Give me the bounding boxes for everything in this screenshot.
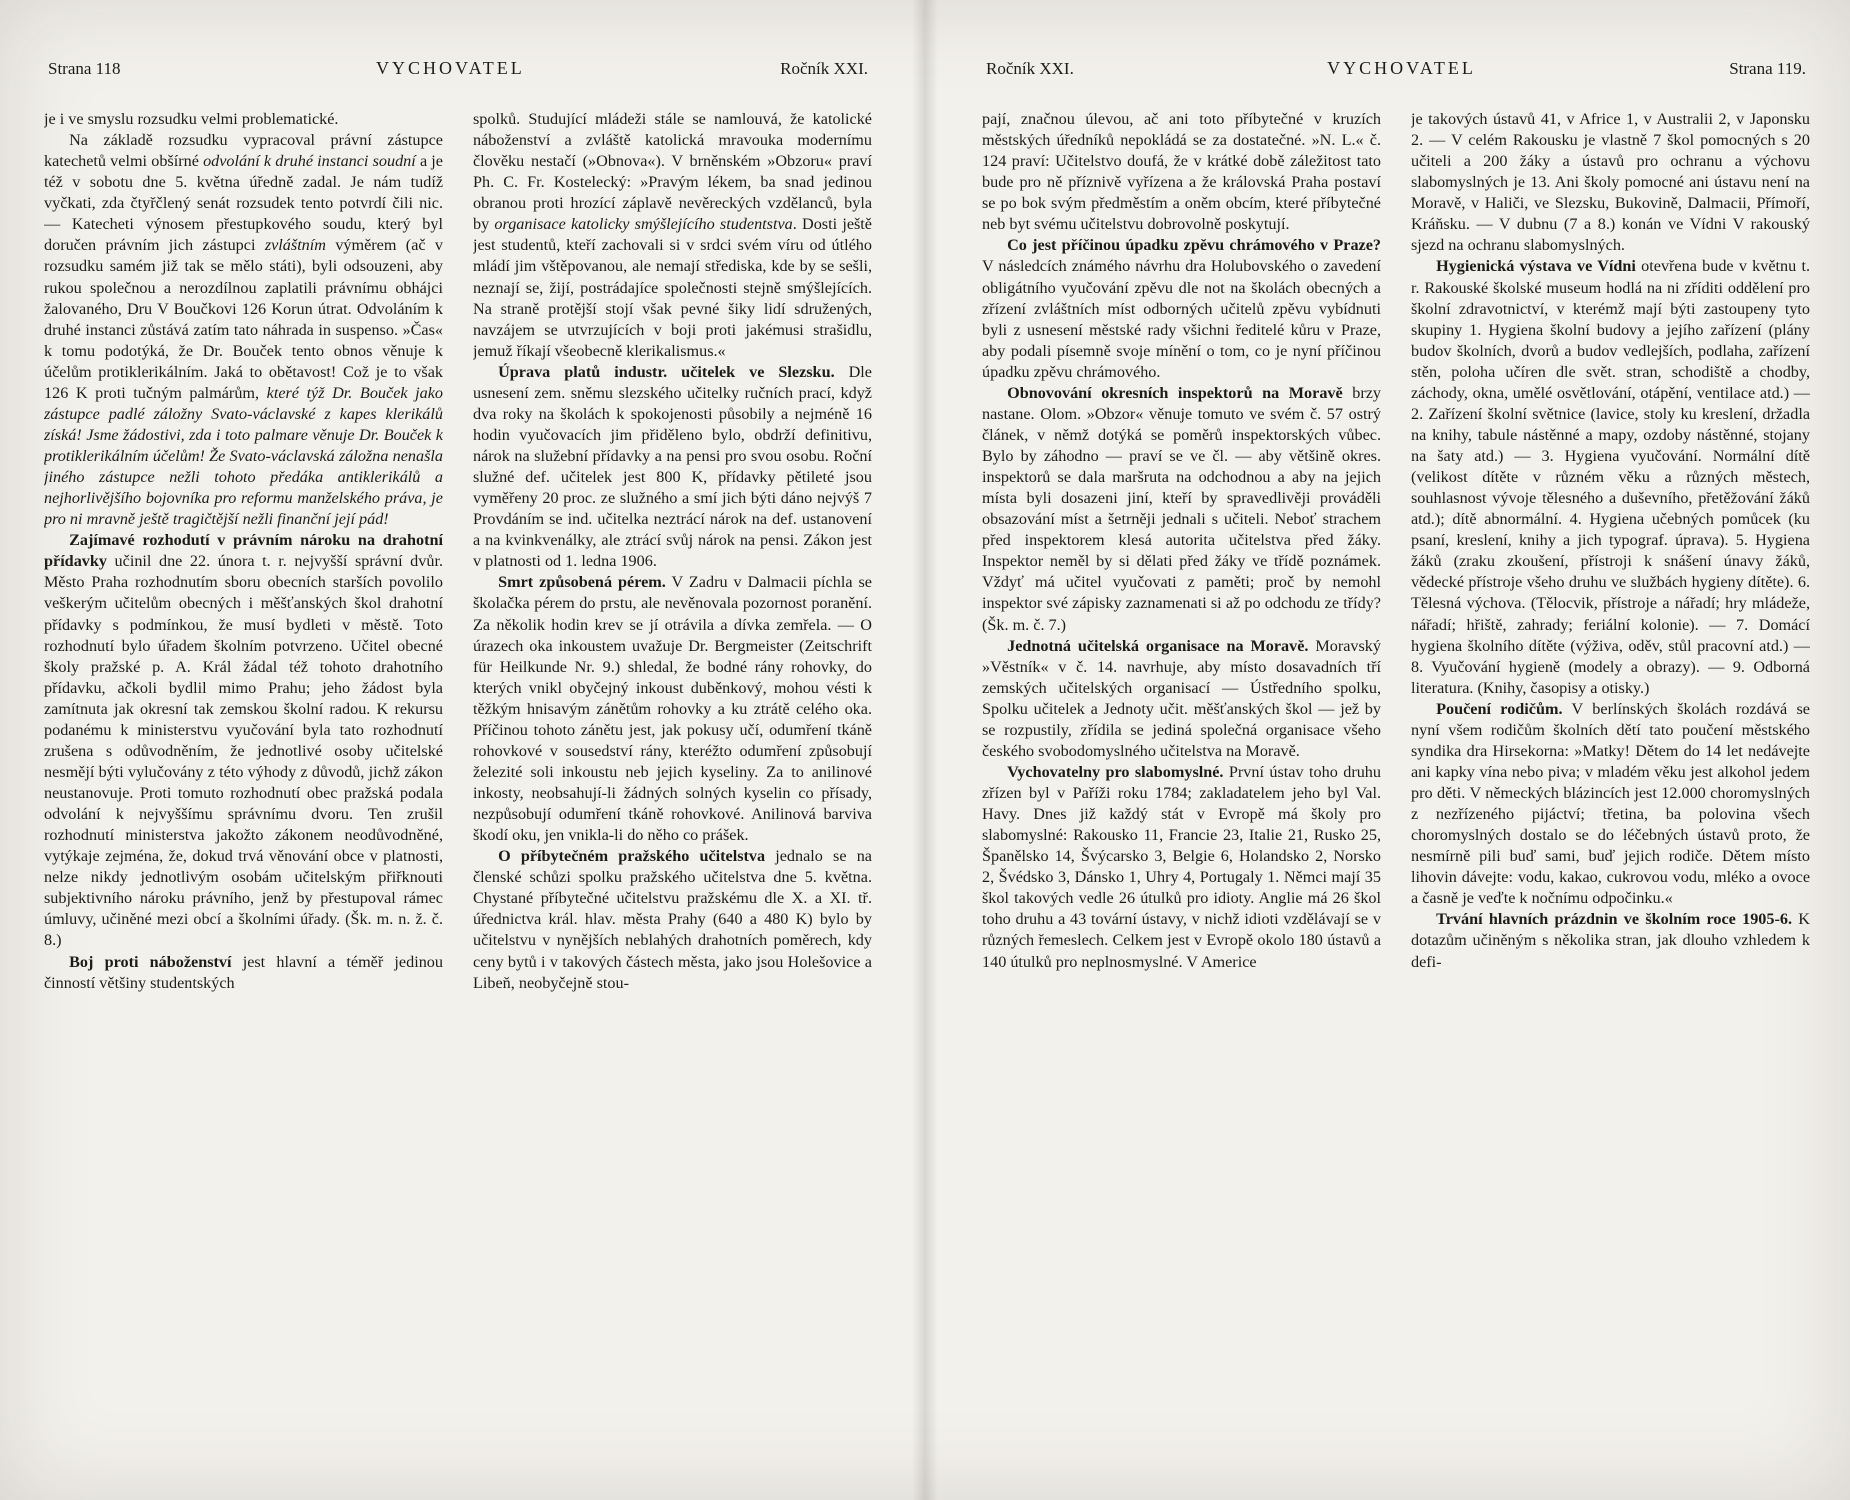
paragraph bbox=[44, 530, 443, 951]
paragraph-text: brzy nastane. Olom. »Obzor« věnuje tomuto ve svém č. 57 ostrý článek, v němž dotýká se poměrů inspektorských vůbec. Bylo by záhodno — praví se ve čl. — aby většině okres. inspektorů se dala maršruta na odchodnou a aby na jejich místa byli dosazeni jiní, kteří by spravedlivěji prováděli obsazování míst a šetrněji jednali s učiteli. Neboť strachem před inspektorem klesá autorita učitelstva před žáky. Inspektor neměl by si dělati před žáky ve třídě poznámek. Vždyť má učitel vyučovati z paměti; proč by nemohl inspektor své zápisky zaznamenati si až po odchodu ze třídy? (Šk. m. č. 7.) bbox=[982, 383, 1381, 634]
paragraph-lead: Trvání hlavních prázdnin ve školním roce 1905-6. bbox=[1436, 910, 1793, 929]
paragraph-text: Moravský »Věstník« v č. 14. navrhuje, aby místo dosavadních tří zemských učitelských organisací — Ústředního spolku, Spolku učitelek a Jednoty učit. měšťanských škol — jež by se rozpustily, zřídila se jediná společná organisace všeho českého svobodomyslného učitelstva na Moravě. bbox=[982, 636, 1381, 760]
paragraph bbox=[982, 109, 1381, 235]
paragraph-text: je takových ústavů 41, v Africe 1, v Australii 2, v Japonsku 2. — V celém Rakousku je vlastně 7 škol pomocných s 20 učiteli a 200 žáky a ústavů pro ochranu a výchovu slabomyslných je 13. Ani školy pomocné ani ústavu není na Moravě, v Haliči, ve Slezsku, Bukovině, Dalmacii, Přímoří, Kráňsku. — V dubnu (7 a 8.) konán ve Vídni V rakouský sjezd na ochranu slabomyslných. bbox=[1411, 110, 1810, 255]
text-columns bbox=[44, 109, 872, 1472]
page-number: Strana 118 bbox=[48, 59, 121, 78]
paragraph bbox=[473, 572, 872, 846]
paragraph-text: a je též v sobotu dne 5. května úředně zadal. Je nám tudíž vyčkati, zda čtyřčlený senát rozsudek tento potvrdí čili nic. — Katecheti výnosem přestupkového soudu, který byl doručen právním jich zástupci bbox=[44, 152, 443, 255]
paragraph-lead: Obnovování okresních inspektorů na Moravě bbox=[1007, 383, 1343, 402]
paragraph-text: výměrem (ač v rozsudku samém již tak se mělo státi), byli odsouzeni, aby rukou společnou a nerozdílnou zaplatili právnímu obhájci žalovaného, Dru V Boučkovi 126 Korun útrat. Odvoláním k druhé instanci zůstává zatím tato náhrada in suspenso. »Čas« k tomu podotýká, že Dr. Bouček tento obnos věnuje k účelům protiklerikálním. Jaká to obětavost! Což je to však 126 K proti tučným palmárům, bbox=[44, 236, 443, 402]
paragraph-text: otevřena bude v květnu t. r. Rakouské školské museum hodlá na ni zříditi oddělení pro školní zdravotnictví, v kterémž mají býti zastoupeny tyto skupiny 1. Hygiena školní budovy a jejího zařízení (plány budov školních, dvorů a budov vedlejších, podlaha, zařízení stěn, poloha učíren dle svět. stran, schodiště a chodby, záchody, okna, umělé osvětlování, otápění, ventilace atd.) — 2. Zařízení školní světnice (lavice, stoly ku kreslení, držadla na knihy, tabule nástěnné a mapy, ozdoby nástěnné, stojany na šaty atd.) — 3. Hygiena vyučování. Normální dítě (velikost dítěte v různém věku a různých městech, souhlasnost vývoje tělesného a duševního, přetěžování žáků atd.); dítě abnormální. 4. Hygiena učebných pomůcek (ku psaní, kreslení, knihy a jich typograf. úprava). 5. Hygiena žáků (zraku zkoušení, přístroji k snášení únavy žáků, vědecké přístroje všeho druhu ve službách hygieny dítěte). 6. Tělesná výchova. (Tělocvik, přístroje a nářadí; hry mládeže, nářadí; hřiště, zahrady; feriální kolonie). — 7. Domácí hygiena školního dítěte (výživa, oděv, stůl pracovní atd.) — 8. Vyučování hygieně (modely a obrazy). — 9. Odborná literatura. (Knihy, časopisy a otisky.) bbox=[1411, 257, 1810, 697]
paragraph bbox=[44, 952, 443, 994]
paragraph bbox=[1411, 909, 1810, 972]
paragraph-text: jest hlavní a téměř jedinou činností většiny studentských bbox=[44, 952, 443, 992]
text-column-4 bbox=[1411, 109, 1810, 1472]
text-column-2 bbox=[473, 109, 872, 1472]
paragraph-text: spolků. Studující mládeži stále se namlouvá, že katolické náboženství a zvláště katolická mravouka modernímu člověku nestačí (»Obnova«). V brněnském »Obzoru« praví Ph. C. Fr. Kostelecký: »Pravým lékem, ba snad jedinou obranou proti hrozící záplavě nevěreckých vzdělanců, byla by bbox=[473, 110, 872, 234]
paragraph-text: V berlínských školách rozdává se nyní všem rodičům školních dětí tato poučení městského syndika dra Hirsekorna: »Matky! Dětem do 14 let nedávejte ani kapky vína nebo piva; v mladém věku jest alkohol jedem pro děti. V německých blázincích jest 12.000 choromyslných z nezřízeného pijáctví; třetina, ba polovina všech choromyslných dostalo se do léčebných ústavů proto, že nesmírně pili buď sami, buď jejich rodiče. Dětem místo lihovin dávejte: vodu, kakao, cukrovou vodu, mléko a ovoce a časně je veďte k nočnímu odpočinku.« bbox=[1411, 699, 1810, 908]
paragraph bbox=[982, 636, 1381, 762]
volume-label: Ročník XXI. bbox=[986, 59, 1074, 78]
paragraph bbox=[982, 235, 1381, 382]
paragraph bbox=[44, 109, 443, 130]
paragraph-emphasis: zvláštním bbox=[264, 236, 326, 255]
paragraph bbox=[982, 762, 1381, 973]
paragraph-text: Na základě rozsudku vypracoval právní zástupce katechetů velmi obšírné bbox=[44, 131, 443, 171]
paragraph-text: je i ve smyslu rozsudku velmi problematické. bbox=[44, 110, 339, 128]
paragraph-text: . Dosti ještě jest studentů, kteří zachovali si v srdci svém víru od útlého mládí jim vštěpovanou, ale nemají střediska, kde by se sešli, neznají se, žijí, postrádajíce společnosti stejně smýšlejících. Na straně protější stojí však pevné šiky lidí sdružených, navzájem se utvrzujících v boji proti jakémusi strašidlu, jemuž říkají všeobecně klerikalismus.« bbox=[473, 215, 872, 360]
paragraph-emphasis: odvolání k druhé instanci soudní bbox=[203, 152, 416, 171]
page-header-right bbox=[986, 58, 1806, 79]
paragraph-text: V následcích známého návrhu dra Holubovského o zavedení obligátního vyučování zpěvu dle not na školách obecných a zřízení zvláštních míst odborných učitelů zpěvu vybídnuti byli z usnesení městské rady všichni ředitelé kůru v Praze, aby podali písemně svoje mínění o tom, co je nyní příčinou úpadku zpěvu chrámového. bbox=[982, 257, 1381, 381]
paragraph bbox=[982, 383, 1381, 636]
text-column-3 bbox=[982, 109, 1381, 1472]
page-header-left bbox=[48, 58, 868, 79]
paragraph bbox=[473, 362, 872, 573]
paragraph-text: učinil dne 22. února t. r. nejvyšší správní dvůr. Město Praha rozhodnutím sboru obecních starších povolilo veškerým učitelům obecných i měšťanských škol drahotní přídavky s podmínkou, že musí bydleti v městě. Toto rozhodnutí bylo úřadem školním potvrzeno. Učitel obecné školy pražské p. A. Král žádal též tohoto drahotního přídavku, ačkoli bydlil mimo Prahu; jeho žádost byla zamítnuta jak okresní tak zemskou školní radou. K rekursu podanému k ministerstvu vyučování byla tato rozhodnutí zrušena s odůvodněním, že jednotlivé osoby učitelské nesmějí býti vylučovány z této výhody z důvodů, jichž zákon neustanovuje. Proti tomuto rozhodnutí obec pražská podala odvolání k nejvyššímu správnímu dvoru. Ten zrušil rozhodnutí ministerstva jakožto zákonem neodůvodněné, vytýkaje zejména, že, dokud trvá věnování obce v platnosti, nelze nikdy jednotlivým osobám učitelským přiřknouti subjektivního nároku právního, jenž by přestupoval rámec úmluvy, učiněné mezi obcí a školními úřady. (Šk. m. n. ž. č. 8.) bbox=[44, 552, 443, 950]
paragraph bbox=[1411, 109, 1810, 256]
paragraph-lead: Smrt způsobená pérem. bbox=[498, 573, 666, 592]
paragraph-text: Dle usnesení zem. sněmu slezského učitelky ručních prací, když dva roky na školách k spokojenosti působily a nejméně 16 hodin vyučovacích jim přiděleno bylo, obdrží definitivu, nárok na služební přídavky a na pensi pro svou osobu. Roční služné def. učitelek jest 800 K, přídavky pětileté jsou vyměřeny 20 proc. ze služného a smí jich býti dáno nejvýš 7 Provdáním se ind. učitelka neztrácí nárok na def. ustanovení a na kvinkvenálky, ale ztrácí svůj nárok na pensi. Zákon jest v platnosti od 1. ledna 1906. bbox=[473, 362, 872, 571]
paragraph-text: K dotazům učiněným s několika stran, jak dlouho vzhledem k defi- bbox=[1411, 910, 1810, 971]
paragraph bbox=[1411, 699, 1810, 910]
page-right bbox=[938, 0, 1850, 1500]
page-number: Strana 119. bbox=[1729, 59, 1806, 78]
paragraph-text: První ústav toho druhu zřízen byl v Paříži roku 1784; zakladatelem jeho byl Val. Havy. Dnes již každý stát v Evropě má školy pro slabomyslné: Rakousko 11, Francie 23, Italie 21, Rusko 25, Španělsko 14, Švýcarsko 3, Belgie 6, Holandsko 2, Norsko 2, Švédsko 3, Dánsko 1, Uhry 4, Portugaly 1. Němci mají 35 škol takových vedle 26 útulků pro idioty. Anglie má 26 škol toho druhu a 43 tovární ústavy, v nichž idioti vzdělávají se v různých řemeslech. Celkem jest v Evropě okolo 180 ústavů a 140 útulků pro neplnosmyslné. V Americe bbox=[982, 762, 1381, 971]
paragraph-lead: Zajímavé rozhodutí v právním nároku na drahotní přídavky bbox=[44, 531, 443, 571]
paragraph-lead: Boj proti náboženství bbox=[69, 952, 232, 971]
page-left bbox=[0, 0, 912, 1500]
paragraph-text: jednalo se na členské schůzi spolku pražského učitelstva dne 5. května. Chystané příbytečné učitelstvu pražskému dle X. a XI. tř. úřednictva král. hlav. města Prahy (640 a 480 K) bylo by učitelstvu v nynějších neblahých drahotních poměrech, kdy ceny bytů i v takových částech města, jako jsou Holešovice a Libeň, neobyčejně stou- bbox=[473, 847, 872, 992]
paragraph-text: V Zadru v Dalmacii píchla se školačka pérem do prstu, ale nevěnovala pozornost poranění. Za několik hodin krev se jí otrávila a dívka zemřela. — O úrazech oka inkoustem uvažuje Dr. Bergmeister (Zeitschrift für Heilkunde Nr. 9.) shledal, že bodné rány rohovky, do kterých vnikl obyčejný inkoust duběnkový, mohou vésti k těžkým hnisavým zánětům rohovky a ku ztrátě celého oka. Příčinou tohoto zánětu jest, jak pokusy učí, odumření tkáně rohovkové v sousedství rány, kteréžto odumření způsobují železité soli inkoustu neb jejich kyseliny. Za to anilinové inkosty, neobsahují-li žádných solných kyselin co přísady, nezpůsobují odumření tkáně rohovkové. Anilinová barviva škodí oku, jen vnikla-li do něho co prášek. bbox=[473, 573, 872, 845]
volume-label: Ročník XXI. bbox=[780, 59, 868, 78]
paragraph-emphasis: které týž Dr. Bouček jako zástupce padlé záložny Svato-václavské z kapes klerikálů získá! Jsme žádostivi, zda i toto palmare věnuje Dr. Bouček k protiklerikálním účelům! Že Svato-václavská záložna nenašla jiného zástupce nežli tohoto předáka antiklerikálů a nejhorlivějšího bojovníka pro reformu manželského práva, je pro ni mravně ještě tragičtější nežli finanční její pád! bbox=[44, 383, 443, 529]
paragraph-emphasis: organisace katolicky smýšlejícího studentstva bbox=[494, 215, 793, 234]
page-gutter bbox=[912, 0, 938, 1500]
paragraph-text: pají, značnou úlevou, ač ani toto příbytečné v kruzích městských úředníků nepokládá se za dostatečné. »N. L.« č. 124 praví: Učitelstvo doufá, že v krátké době záležitost tato bude pro ně příznivě vyřízena a že královská Praha postaví se po bok svým předměstím a oněm obcím, které příbytečné neb byt svému učitelstvu dobrovolně poskytují. bbox=[982, 110, 1381, 234]
journal-title: VYCHOVATEL bbox=[1327, 58, 1476, 78]
paragraph bbox=[44, 130, 443, 530]
paragraph bbox=[473, 109, 872, 362]
paragraph bbox=[1411, 256, 1810, 698]
paragraph bbox=[473, 846, 872, 993]
text-column-1 bbox=[44, 109, 443, 1472]
paragraph-lead: Poučení rodičům. bbox=[1436, 699, 1563, 718]
paragraph-lead: Co jest příčinou úpadku zpěvu chrámového v Praze? bbox=[1007, 236, 1381, 255]
paragraph-lead: O příbytečném pražského učitelstva bbox=[498, 847, 766, 866]
paragraph-lead: Jednotná učitelská organisace na Moravě. bbox=[1007, 636, 1309, 655]
paragraph-lead: Úprava platů industr. učitelek ve Slezsku. bbox=[498, 362, 835, 381]
paragraph-lead: Hygienická výstava ve Vídni bbox=[1436, 257, 1636, 276]
text-columns bbox=[982, 109, 1810, 1472]
journal-title: VYCHOVATEL bbox=[376, 58, 525, 78]
paragraph-lead: Vychovatelny pro slabomyslné. bbox=[1007, 762, 1224, 781]
